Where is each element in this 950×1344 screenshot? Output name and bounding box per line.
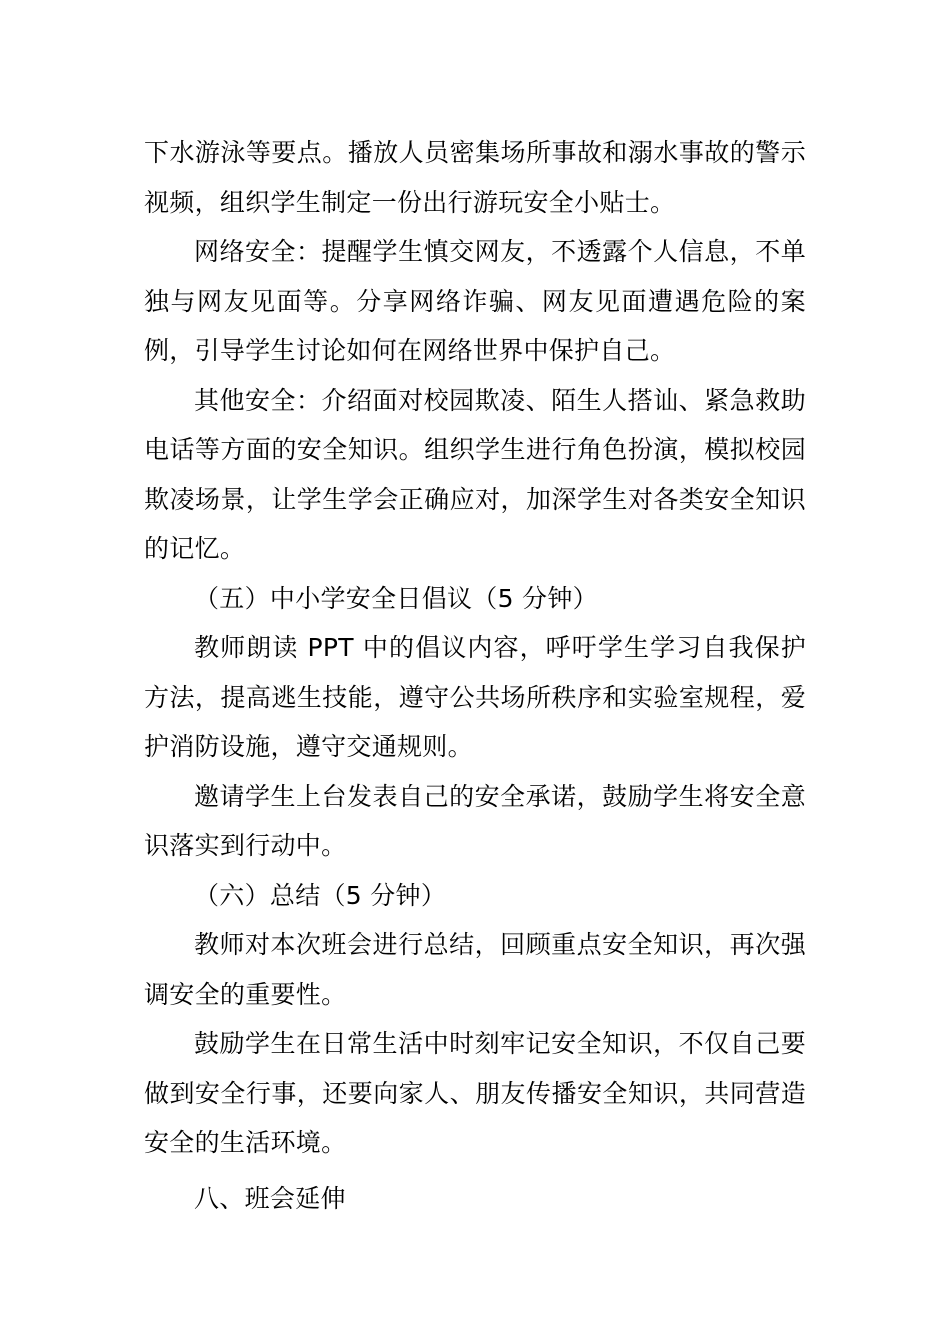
document-body (144, 128, 806, 1223)
paragraph-other-safety: 其他安全：介绍面对校园欺凌、陌生人搭讪、紧急救助电话等方面的安全知识。组织学生进行角色扮演，模拟校园欺凌场景，让学生学会正确应对，加深学生对各类安全知识的记忆。 (144, 385, 806, 563)
section-heading-extension: 八、班会延伸 (194, 1183, 346, 1213)
paragraph-travel-safety-continued: 下水游泳等要点。播放人员密集场所事故和溺水事故的警示视频，组织学生制定一份出行游玩安全小贴士。 (144, 138, 806, 217)
section-heading-summary: （六）总结（5 分钟） (194, 880, 447, 910)
paragraph-summary-encouragement: 鼓励学生在日常生活中时刻牢记安全知识，不仅自己要做到安全行事，还要向家人、朋友传播安全知识，共同营造安全的生活环境。 (144, 1029, 806, 1157)
paragraph-safety-pledge: 邀请学生上台发表自己的安全承诺，鼓励学生将安全意识落实到行动中。 (144, 781, 806, 860)
paragraph-summary-review: 教师对本次班会进行总结，回顾重点安全知识，再次强调安全的重要性。 (144, 930, 806, 1009)
section-heading-safety-day-initiative: （五）中小学安全日倡议（5 分钟） (194, 583, 598, 613)
paragraph-initiative-reading: 教师朗读 PPT 中的倡议内容，呼吁学生学习自我保护方法，提高逃生技能，遵守公共场所秩序和实验室规程，爱护消防设施，遵守交通规则。 (144, 633, 806, 761)
paragraph-network-safety: 网络安全：提醒学生慎交网友，不透露个人信息，不单独与网友见面等。分享网络诈骗、网友见面遭遇危险的案例，引导学生讨论如何在网络世界中保护自己。 (144, 237, 806, 365)
